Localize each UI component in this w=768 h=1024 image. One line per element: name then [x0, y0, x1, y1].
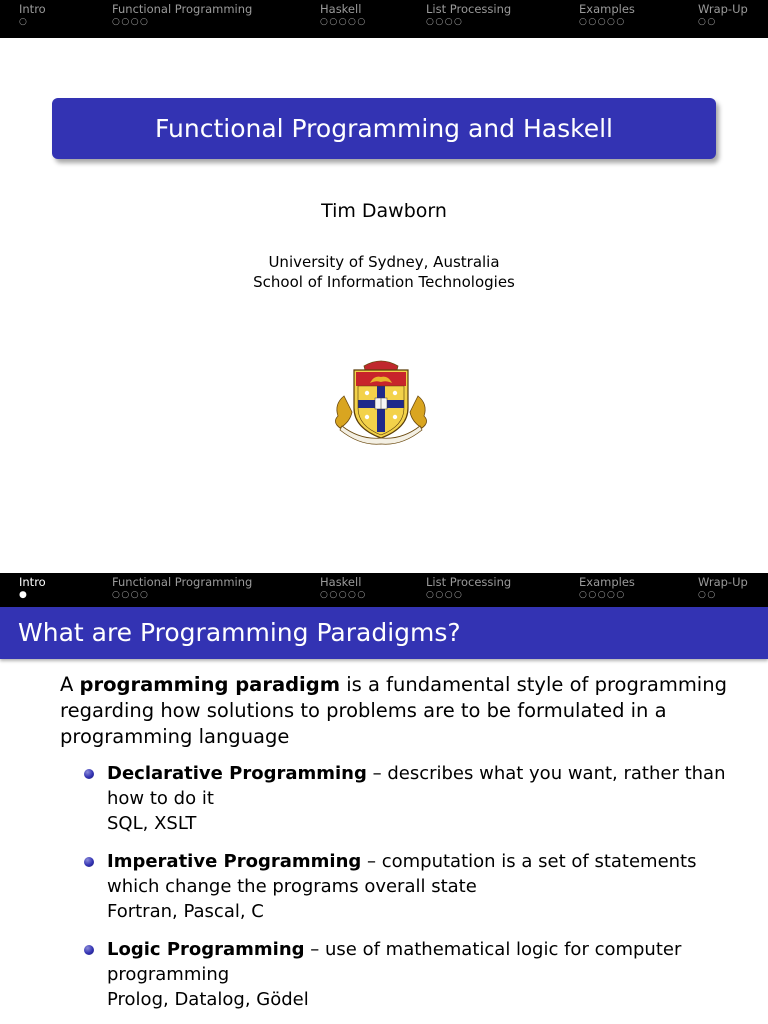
- nav-examples-dots: ○○○○○: [579, 590, 626, 600]
- paradigm-list: [84, 761, 744, 1024]
- nav-intro-active[interactable]: [19, 575, 46, 601]
- paradigm-name: Imperative Programming: [107, 851, 362, 872]
- nav-examples[interactable]: [579, 2, 635, 28]
- bullet-ball-icon: [84, 857, 94, 867]
- nav-intro-dots: ●: [19, 590, 29, 600]
- nav-wrap-up-label: Wrap-Up: [698, 2, 748, 16]
- section-navigation-2: [0, 573, 768, 607]
- nav-functional-programming-dots: ○○○○: [112, 590, 150, 600]
- institute-university: University of Sydney, Australia: [268, 253, 500, 271]
- nav-list-processing-label: List Processing: [426, 2, 512, 16]
- paradigm-name: Logic Programming: [107, 939, 305, 960]
- nav-intro-dots: ○: [19, 17, 29, 27]
- nav-wrap-up-dots: ○○: [698, 590, 717, 600]
- nav-examples-dots: ○○○○○: [579, 17, 626, 27]
- nav-functional-programming-label: Functional Programming: [112, 575, 253, 589]
- frame-title-bar: [0, 607, 768, 659]
- paradigm-description: – describes what you want, rather than how to do it: [107, 763, 726, 809]
- intro-rest: is a fundamental style of programming regarding how solutions to problems are to be formulated in a programming language: [60, 673, 727, 748]
- definition-paragraph: [60, 672, 740, 750]
- paradigm-examples: Fortran, Pascal, C: [107, 901, 264, 922]
- institute: [0, 252, 768, 292]
- author-name: Tim Dawborn: [321, 200, 447, 222]
- institute-school: School of Information Technologies: [253, 273, 515, 291]
- university-crest-logo: [330, 356, 432, 448]
- frame-title: What are Programming Paradigms?: [18, 618, 461, 647]
- paradigm-examples: SQL, XSLT: [107, 813, 197, 834]
- nav-haskell-label: Haskell: [320, 575, 362, 589]
- bullet-ball-icon: [84, 769, 94, 779]
- nav-haskell-label: Haskell: [320, 2, 362, 16]
- intro-prefix: A: [60, 673, 80, 696]
- nav-intro-label: Intro: [19, 2, 46, 16]
- nav-haskell[interactable]: [320, 575, 367, 601]
- paradigm-examples: Prolog, Datalog, Gödel: [107, 989, 309, 1010]
- nav-functional-programming-dots: ○○○○: [112, 17, 150, 27]
- paradigm-description: – computation is a set of statements which change the programs overall state: [107, 851, 697, 897]
- nav-intro-label: Intro: [19, 575, 46, 589]
- nav-functional-programming[interactable]: [112, 2, 252, 28]
- presentation-title: Functional Programming and Haskell: [52, 98, 716, 159]
- nav-list-processing-label: List Processing: [426, 575, 512, 589]
- list-item: [84, 937, 744, 1012]
- nav-haskell-dots: ○○○○○: [320, 590, 367, 600]
- nav-examples[interactable]: [579, 575, 635, 601]
- nav-list-processing-dots: ○○○○: [426, 590, 464, 600]
- bullet-ball-icon: [84, 945, 94, 955]
- nav-functional-programming-label: Functional Programming: [112, 2, 253, 16]
- nav-haskell-dots: ○○○○○: [320, 17, 367, 27]
- nav-list-processing-dots: ○○○○: [426, 17, 464, 27]
- intro-term: programming paradigm: [79, 673, 341, 696]
- nav-wrap-up-dots: ○○: [698, 17, 717, 27]
- nav-examples-label: Examples: [579, 575, 635, 589]
- list-item: [84, 849, 744, 924]
- nav-examples-label: Examples: [579, 2, 635, 16]
- content-slide: [0, 556, 768, 1024]
- nav-functional-programming[interactable]: [112, 575, 252, 601]
- nav-wrap-up-label: Wrap-Up: [698, 575, 748, 589]
- nav-wrap-up[interactable]: [698, 2, 748, 28]
- paradigm-name: Declarative Programming: [107, 763, 367, 784]
- nav-intro[interactable]: [19, 2, 46, 28]
- nav-haskell[interactable]: [320, 2, 367, 28]
- paradigm-description: – use of mathematical logic for computer programming: [107, 939, 682, 985]
- list-item: [84, 761, 744, 836]
- nav-wrap-up[interactable]: [698, 575, 748, 601]
- section-navigation: [0, 0, 768, 38]
- nav-list-processing[interactable]: [426, 2, 511, 28]
- nav-list-processing[interactable]: [426, 575, 511, 601]
